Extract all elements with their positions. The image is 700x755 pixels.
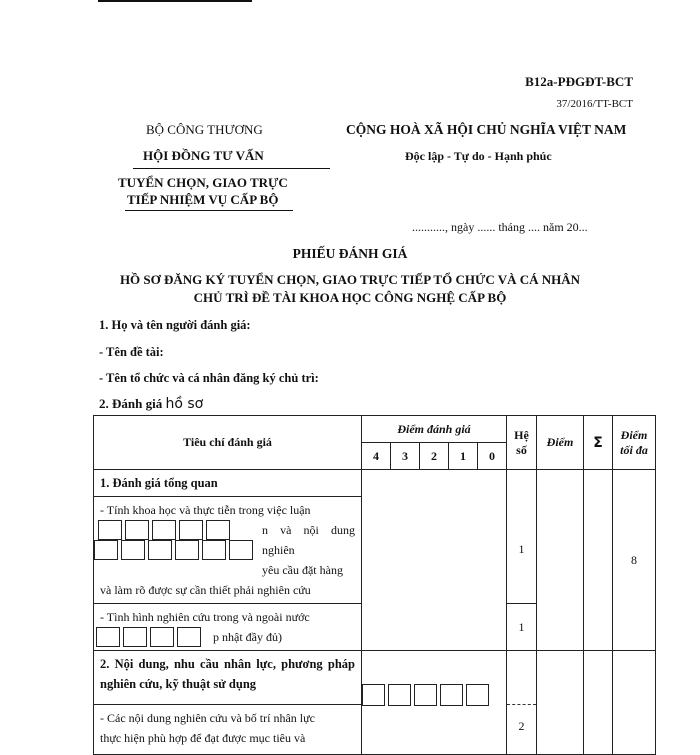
date-line: ..........., ngày ...... tháng .... năm 20... — [412, 220, 588, 234]
table-row — [94, 470, 656, 497]
ministry-name: BỘ CÔNG THƯƠNG — [146, 122, 263, 137]
criterion-1-2-line1: - Tình hình nghiên cứu trong và ngoài nước — [100, 610, 310, 624]
council-name: HỘI ĐỒNG TƯ VẤN — [143, 148, 264, 163]
scale-1: 1 — [449, 443, 478, 470]
max-score-cell-2 — [613, 651, 656, 755]
sum-cell-2 — [584, 651, 613, 755]
score-cell-1 — [537, 470, 584, 651]
section-1-heading: 1. Đánh giá tổng quan — [94, 470, 362, 497]
score-group-header: Điểm đánh giá — [362, 416, 507, 443]
sum-cell-1 — [584, 470, 613, 651]
circular-number: 37/2016/TT-BCT — [556, 98, 633, 110]
evaluation-section-heading — [99, 396, 203, 412]
sum-header: Σ — [584, 416, 613, 470]
criterion-2-1 — [94, 705, 362, 755]
criteria-header: Tiêu chí đánh giá — [94, 416, 362, 470]
max-score-header-line2: tối đa — [620, 442, 648, 457]
criterion-1-2 — [94, 604, 362, 651]
national-name: CỘNG HOÀ XÃ HỘI CHỦ NGHĨA VIỆT NAM — [346, 122, 627, 137]
form-subtitle-2: CHỦ TRÌ ĐỀ TÀI KHOA HỌC CÔNG NGHỆ CẤP BỘ — [193, 290, 507, 305]
criterion-2-1-line2: thực hiện phù hợp để đạt được mục tiêu và — [100, 731, 306, 745]
coefficient-cell-3: 2 — [507, 705, 537, 755]
criterion-1-2-line2: p nhật đầy đủ) — [213, 630, 282, 644]
council-subtitle-2: TIẾP NHIỆM VỤ CẤP BỘ — [127, 192, 279, 207]
form-title: PHIẾU ĐÁNH GIÁ — [292, 246, 408, 261]
scale-3: 3 — [391, 443, 420, 470]
criterion-1-1-line3: yêu cầu đặt hàng — [262, 563, 343, 577]
form-code: B12a-PĐGĐT-BCT — [525, 74, 633, 89]
score-redaction-boxes — [362, 684, 489, 706]
score-cell-2 — [537, 651, 584, 755]
top-rule — [98, 0, 252, 2]
redaction-boxes — [94, 540, 253, 560]
national-motto: Độc lập - Tự do - Hạnh phúc — [405, 149, 552, 163]
evaluation-prefix: 2. Đánh giá — [99, 396, 163, 411]
criterion-1-1-line2: n và nội dung nghiên — [262, 523, 355, 557]
coefficient-header — [507, 416, 537, 470]
criterion-1-1-line1: - Tính khoa học và thực tiễn trong việc luận — [100, 503, 311, 517]
evaluator-name-label: 1. Họ và tên người đánh giá: — [99, 318, 251, 332]
coefficient-header-line2: số — [516, 442, 527, 457]
max-score-cell-1: 8 — [613, 470, 656, 651]
redaction-boxes — [98, 520, 230, 540]
max-score-header — [613, 416, 656, 470]
topic-name-label: - Tên đề tài: — [99, 345, 164, 359]
scale-4: 4 — [362, 443, 391, 470]
council-subtitle-1: TUYỂN CHỌN, GIAO TRỰC — [118, 175, 288, 190]
council-subtitle-underline — [125, 210, 293, 211]
criterion-1-1-line4: và làm rõ được sự cần thiết phải nghiên cứu — [100, 583, 311, 597]
scale-0: 0 — [478, 443, 507, 470]
coefficient-cell-2: 1 — [507, 604, 537, 651]
criterion-1-1 — [94, 497, 362, 604]
coefficient-header-line1: Hệ — [514, 427, 529, 442]
coefficient-cell-1: 1 — [507, 497, 537, 604]
form-subtitle-1: HỒ SƠ ĐĂNG KÝ TUYỂN CHỌN, GIAO TRỰC TIẾP TỔ CHỨC VÀ CÁ NHÂN — [119, 272, 581, 287]
criterion-2-1-line1: - Các nội dung nghiên cứu và bố trí nhân lực — [100, 711, 315, 725]
scale-2: 2 — [420, 443, 449, 470]
max-score-header-line1: Điểm — [620, 427, 648, 442]
evaluation-suffix: hồ sơ — [165, 396, 204, 412]
section-2-heading: 2. Nội dung, nhu cầu nhân lực, phương pháp nghiên cứu, kỹ thuật sử dụng — [94, 651, 362, 705]
council-underline — [133, 168, 330, 169]
redaction-boxes — [96, 627, 201, 647]
registrant-label: - Tên tổ chức và cá nhân đăng ký chủ trì: — [99, 371, 319, 385]
score-cells-section-1 — [362, 470, 507, 651]
score-header: Điểm — [537, 416, 584, 470]
table-header-row-1 — [94, 416, 656, 443]
